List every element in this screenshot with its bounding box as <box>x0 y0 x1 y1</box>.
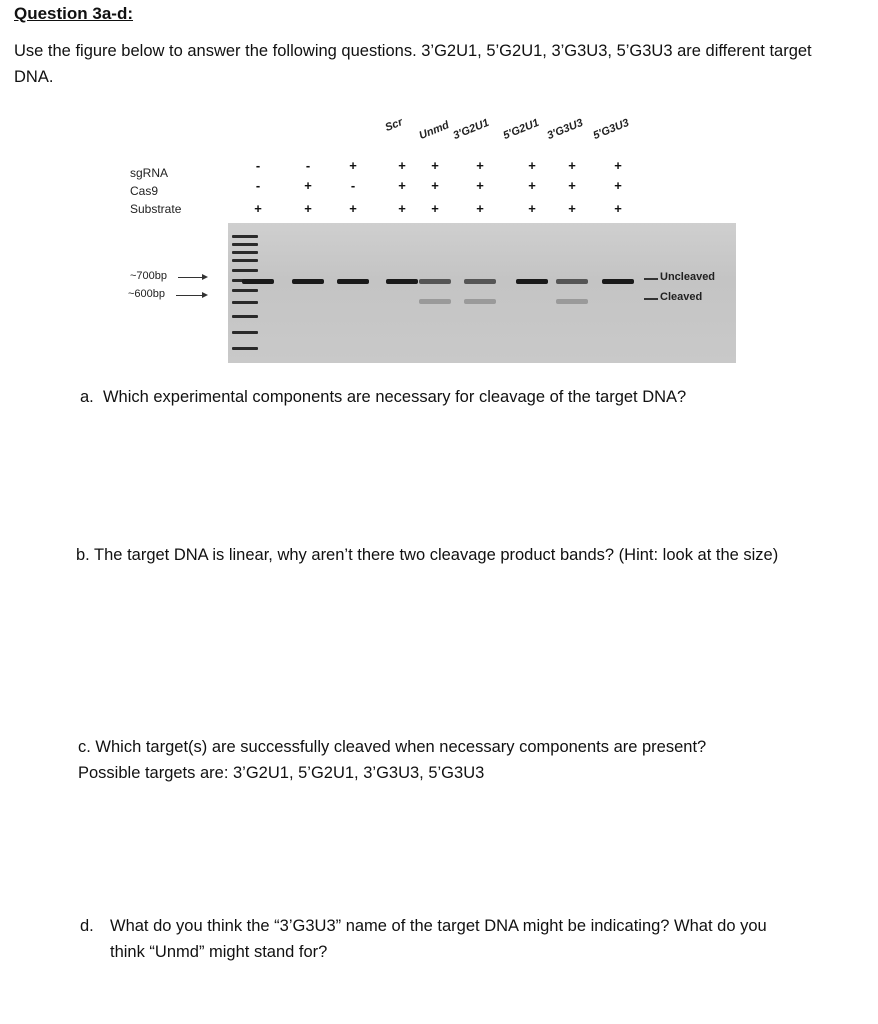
arrow-icon <box>178 277 206 278</box>
question-c-line1: c. Which target(s) are successfully cleaved when necessary components are present? <box>78 738 707 756</box>
ladder-band <box>232 235 258 238</box>
sign-cas9-5: + <box>431 178 439 193</box>
sign-cas9-2: + <box>304 178 312 193</box>
legend-uncleaved: Uncleaved <box>660 271 716 283</box>
lane-label-5g3u3: 5'G3U3 <box>591 116 631 142</box>
question-d <box>80 913 860 965</box>
band-uncleaved-lane-6 <box>464 279 496 284</box>
size-marker-700: ~700bp <box>130 270 168 282</box>
question-b: b. The target DNA is linear, why aren’t there two cleavage product bands? (Hint: look at the size) <box>76 546 779 564</box>
band-cleaved-lane-6 <box>464 299 496 304</box>
legend-tick <box>644 298 658 300</box>
sign-sgrna-9: + <box>614 158 622 173</box>
row-label-substrate: Substrate <box>130 202 182 216</box>
legend-cleaved: Cleaved <box>660 291 703 303</box>
ladder-band <box>232 243 258 246</box>
sign-cas9-8: + <box>568 178 576 193</box>
band-uncleaved-lane-8 <box>556 279 588 284</box>
band-cleaved-lane-8 <box>556 299 588 304</box>
gel-figure <box>120 100 740 370</box>
sign-substrate-6: + <box>476 201 484 216</box>
lane-label-unmd: Unmd <box>417 119 451 142</box>
lane-label-scr: Scr <box>383 116 405 134</box>
sign-substrate-5: + <box>431 201 439 216</box>
band-uncleaved-lane-1 <box>242 279 274 284</box>
ladder-band <box>232 315 258 318</box>
arrow-icon <box>176 295 206 296</box>
sign-cas9-1: - <box>255 178 261 193</box>
sign-substrate-1: + <box>254 201 262 216</box>
lane-label-3g3u3: 3'G3U3 <box>545 116 585 142</box>
sign-cas9-3: - <box>350 178 356 193</box>
ladder-band <box>232 251 258 254</box>
ladder-band <box>232 301 258 304</box>
sign-substrate-9: + <box>614 201 622 216</box>
band-uncleaved-lane-9 <box>602 279 634 284</box>
sign-substrate-8: + <box>568 201 576 216</box>
band-uncleaved-lane-7 <box>516 279 548 284</box>
lane-label-5g2u1: 5'G2U1 <box>501 116 541 142</box>
question-d-number: d. <box>80 917 94 935</box>
row-label-sgrna: sgRNA <box>130 166 169 180</box>
band-uncleaved-lane-3 <box>337 279 369 284</box>
question-d-line1: What do you think the “3’G3U3” name of the target DNA might be indicating? What do you <box>110 917 767 935</box>
ladder-band <box>232 269 258 272</box>
question-c <box>78 734 706 786</box>
lane-label-3g2u1: 3'G2U1 <box>451 116 491 142</box>
sign-sgrna-3: + <box>349 158 357 173</box>
sign-cas9-4: + <box>398 178 406 193</box>
sign-substrate-7: + <box>528 201 536 216</box>
sign-cas9-7: + <box>528 178 536 193</box>
band-cleaved-lane-5 <box>419 299 451 304</box>
question-a <box>80 384 686 410</box>
sign-substrate-3: + <box>349 201 357 216</box>
page-heading: Question 3a-d: <box>14 4 134 23</box>
band-uncleaved-lane-4 <box>386 279 418 284</box>
band-uncleaved-lane-5 <box>419 279 451 284</box>
row-label-cas9: Cas9 <box>130 184 159 198</box>
question-a-text: Which experimental components are necessary for cleavage of the target DNA? <box>102 388 687 406</box>
sign-cas9-6: + <box>476 178 484 193</box>
sign-sgrna-5: + <box>431 158 439 173</box>
question-a-number: a. <box>80 388 94 406</box>
sign-sgrna-6: + <box>476 158 484 173</box>
legend-tick <box>644 278 658 280</box>
size-marker-600: ~600bp <box>128 288 166 300</box>
sign-substrate-2: + <box>304 201 312 216</box>
intro-paragraph: Use the figure below to answer the following questions. 3’G2U1, 5’G2U1, 3’G3U3, 5’G3U3 are different target DNA. <box>14 42 812 86</box>
sign-sgrna-1: - <box>255 158 261 173</box>
sign-cas9-9: + <box>614 178 622 193</box>
sign-sgrna-8: + <box>568 158 576 173</box>
ladder-band <box>232 347 258 350</box>
band-uncleaved-lane-2 <box>292 279 324 284</box>
sign-substrate-4: + <box>398 201 406 216</box>
sign-sgrna-2: - <box>305 158 311 173</box>
ladder-band <box>232 331 258 334</box>
sign-sgrna-7: + <box>528 158 536 173</box>
ladder-band <box>232 259 258 262</box>
question-c-line2: Possible targets are: 3’G2U1, 5’G2U1, 3’G3U3, 5’G3U3 <box>78 764 485 782</box>
ladder-band <box>232 289 258 292</box>
sign-sgrna-4: + <box>398 158 406 173</box>
question-d-line2: think “Unmd” might stand for? <box>110 943 328 961</box>
